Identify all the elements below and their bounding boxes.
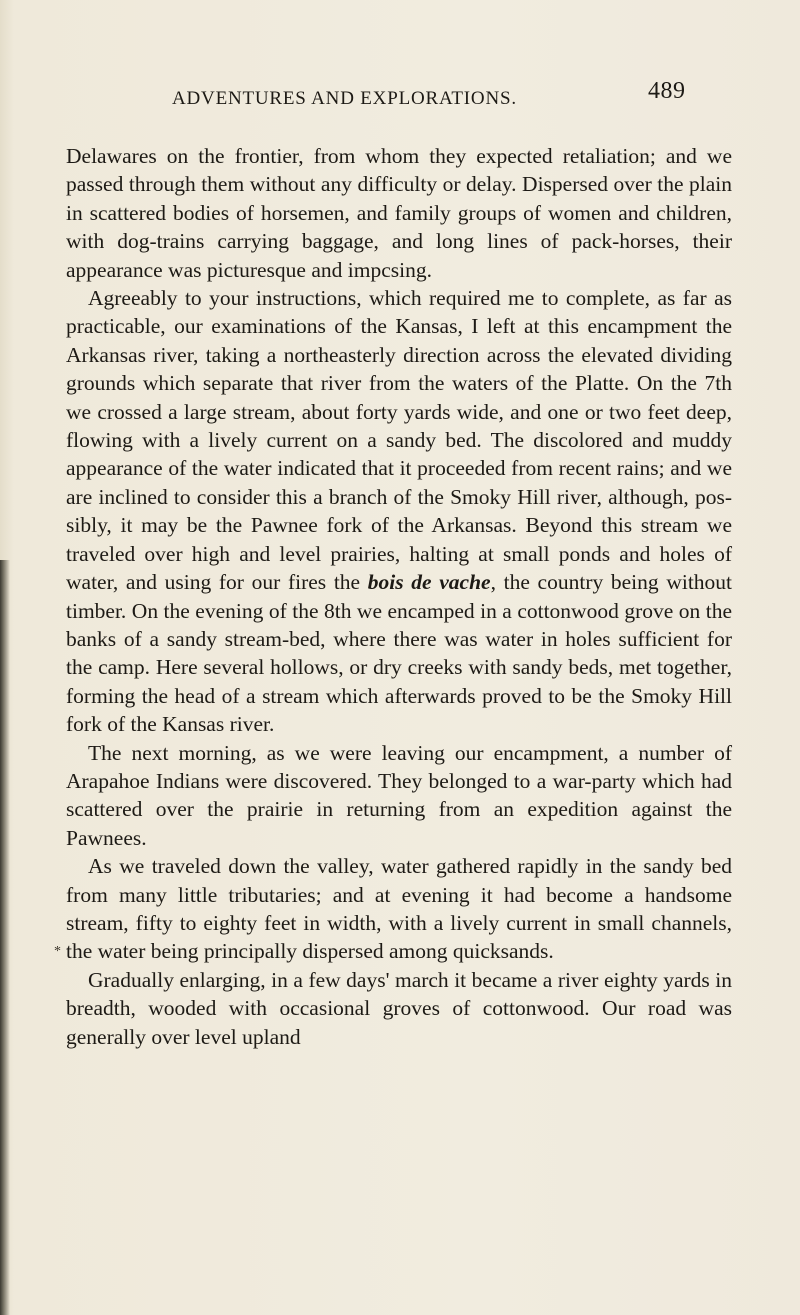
binding-shadow [0, 560, 10, 1315]
paragraph-1: Delawares on the frontier, from whom they expected retaliation; and we passed through them without any difficulty or delay. Dispersed over the plain in scattered bodies of horsemen, and family groups of women and children, with dog-trains carrying baggage, and long lines of pack-horses, their appearance was picturesque and impcsing. [66, 144, 732, 282]
italic-phrase: bois de vache [367, 570, 491, 595]
paragraph-3: The next morning, as we were leaving our encampment, a number of Arapahoe Indians were discovered. They belonged to a war-party which had scattered over the prairie in returning from an expedition against the Pawnees. [66, 740, 732, 850]
paragraph-4: As we traveled down the valley, water gathered rapidly in the sandy bed from many little tributaries; and at evening it had become a handsome stream, fifty to eighty feet in width, with a lively current in small channels, the water being principally dispersed among quicksands. [66, 854, 732, 964]
running-title: ADVENTURES AND EXPLORATIONS. [172, 88, 517, 109]
paragraph-2-rest: , the country being without timber. On the evening of the 8th we encamped in a cottonwood grove on the banks of a sandy stream-bed, where there was water in holes sufficient for the camp. Here several hollows, or dry creeks with sandy beds, met together, forming the head of a stream which afterwards proved to be the Smoky Hill fork of the Kansas river. [66, 570, 733, 737]
paragraph-5: Gradually enlarging, in a few days' march it became a river eighty yards in breadth, wooded with occasional groves of cottonwood. Our road was generally over level upland [66, 967, 732, 1049]
paragraph-2-text: Agreeably to your instructions, which required me to complete, as far as practicable, our examinations of the Kansas, I left at this encampment the Arkansas river, taking a northeasterly direction across the elevated dividing grounds which separate that river from the waters of the Platte. On the 7th we crossed a large stream, about forty yards wide, and one or two feet deep, flowing with a lively current on a sandy bed. The discolored and muddy appearance of the water indicated that it proceeded from recent rains; and we are inclined to consider this a branch of the Smoky Hill river, although, possibly, it may be the Pawnee fork of the Arkansas. Beyond this stream we traveled over high and level prairies, halting at small ponds and holes of water, and using for our fires the [66, 286, 732, 595]
paragraph-2 [66, 284, 732, 739]
margin-speck: * [54, 944, 61, 959]
body-text [66, 142, 732, 1051]
page-number: 489 [648, 78, 686, 104]
